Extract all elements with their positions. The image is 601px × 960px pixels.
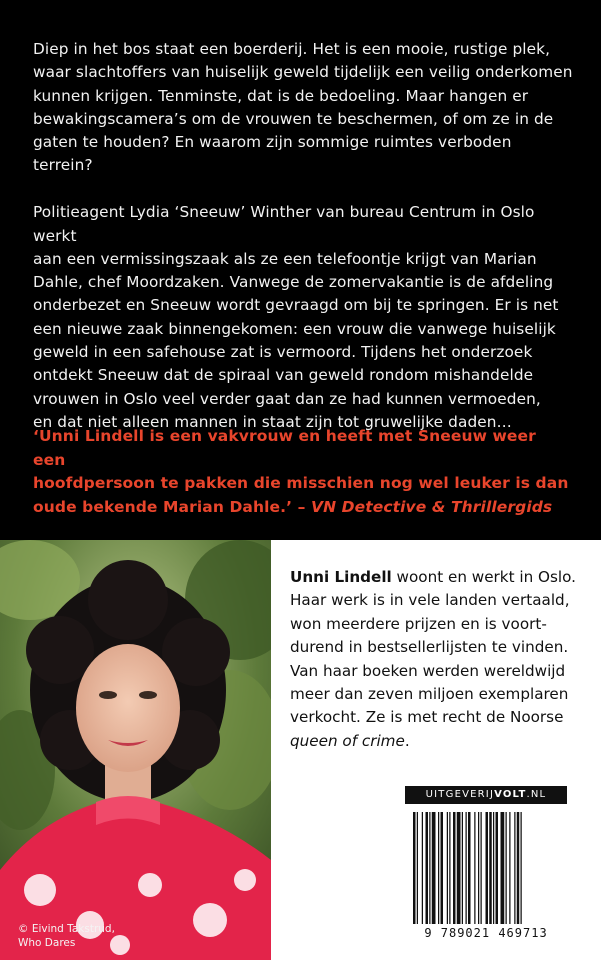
barcode-bar (447, 812, 448, 924)
barcode-bar (462, 812, 463, 924)
blurb-line: bewakingscamera’s om de vrouwen te beschermen, of om ze in de (33, 109, 554, 128)
blurb-line: gaten te houden? En waarom zijn sommige ruimtes verboden terrein? (33, 133, 512, 175)
blurb-line: onderbezet en Sneeuw wordt gevraagd om bij te springen. Er is net (33, 296, 559, 315)
isbn-barcode-block (405, 786, 567, 946)
bio-line: Haar werk is in vele landen vertaald, (290, 591, 570, 610)
author-portrait-illustration (0, 540, 271, 960)
blurb-line: ontdekt Sneeuw dat de spiraal van geweld rondom mishandelde (33, 366, 534, 385)
barcode-bar (468, 812, 471, 924)
barcode-bar (517, 812, 520, 924)
author-name: Unni Lindell (290, 568, 392, 586)
barcode-bar (422, 812, 423, 924)
quote-line: oude bekende Marian Dahle.’ – (33, 497, 311, 516)
barcode-bar (438, 812, 439, 924)
back-cover-bottom-panel (0, 540, 601, 960)
barcode-bar (417, 812, 418, 924)
author-bio (290, 566, 590, 753)
barcode-bar (449, 812, 450, 924)
blurb-paragraph-1 (33, 38, 573, 178)
blurb-line: vrouwen in Oslo veel verder gaat dan ze had kunnen vermoeden, (33, 389, 541, 408)
barcode-bar (486, 812, 489, 924)
quote-line: hoofdpersoon te pakken die misschien nog wel leuker is dan (33, 474, 569, 492)
blurb-line: en dat niet alleen mannen in staat zijn tot gruwelijke daden… (33, 412, 512, 431)
barcode-bar (478, 812, 479, 924)
barcode-bar (521, 812, 522, 924)
photo-credit (18, 922, 115, 950)
bio-italic-phrase: queen of crime (290, 731, 405, 750)
bio-line: Van haar boeken werden wereldwijd (290, 661, 566, 680)
barcode-bar (432, 812, 436, 924)
author-photo (0, 540, 271, 960)
photo-credit-line: Who Dares (18, 937, 76, 949)
blurb-line: een nieuwe zaak binnengekomen: een vrouw die vanwege huiselijk (33, 319, 556, 338)
barcode-bar (493, 812, 494, 924)
barcode-bar (426, 812, 429, 924)
bio-line: durend in bestsellerlijsten te vinden. (290, 638, 569, 657)
publisher-bold: VOLT (494, 789, 527, 800)
barcode-bar (457, 812, 461, 924)
bio-line: verkocht. Ze is met recht de Noorse (290, 708, 564, 727)
bio-line: won meerdere prijzen en is voort- (290, 614, 547, 633)
barcode-bar (466, 812, 467, 924)
barcode-bar (413, 812, 416, 924)
barcode-icon (405, 808, 567, 928)
barcode-bar (506, 812, 507, 924)
blurb-line: waar slachtoffers van huiselijk geweld tijdelijk een veilig onderkomen (33, 63, 573, 82)
quote-source: VN Detective & Thrillergids (310, 497, 553, 516)
publisher-prefix: UITGEVERIJ (425, 789, 495, 800)
bio-line-end: . (404, 731, 410, 750)
barcode-bar (501, 812, 505, 924)
blurb-line: kunnen krijgen. Tenminste, dat is de bedoeling. Maar hangen er (33, 86, 529, 105)
blurb-line: aan een vermissingszaak als ze een telefoontje krijgt van Marian (33, 249, 537, 268)
barcode-bar (441, 812, 444, 924)
publisher-label (405, 786, 567, 804)
blurb-text (33, 38, 573, 458)
quote-line: ‘Unni Lindell is een vakvrouw en heeft met Sneeuw weer een (33, 427, 536, 469)
blurb-line: Dahle, chef Moordzaken. Vanwege de zomervakantie is de afdeling (33, 273, 554, 292)
blurb-line: Politieagent Lydia ‘Sneeuw’ Winther van bureau Centrum in Oslo werkt (33, 203, 535, 245)
barcode-bar (429, 812, 430, 924)
bio-line: woont en werkt in Oslo. (391, 568, 576, 586)
barcode-bar (481, 812, 482, 924)
isbn-number: 9 789021 469713 (424, 926, 548, 940)
photo-credit-line: © Eivind Takstrud, (18, 923, 115, 935)
blurb-line: geweld in een safehouse zat is vermoord. Tijdens het onderzoek (33, 343, 533, 362)
barcode-bar (453, 812, 456, 924)
barcode-bar (509, 812, 510, 924)
bio-line: meer dan zeven miljoen exemplaren (290, 685, 569, 704)
barcode-bar (489, 812, 492, 924)
publisher-suffix: .NL (526, 789, 547, 800)
barcode-bar (496, 812, 499, 924)
review-quote (33, 425, 573, 519)
blurb-paragraph-2 (33, 201, 573, 434)
barcode-bar (474, 812, 475, 924)
blurb-line: Diep in het bos staat een boerderij. Het is een mooie, rustige plek, (33, 40, 551, 58)
barcode-bar (514, 812, 515, 924)
